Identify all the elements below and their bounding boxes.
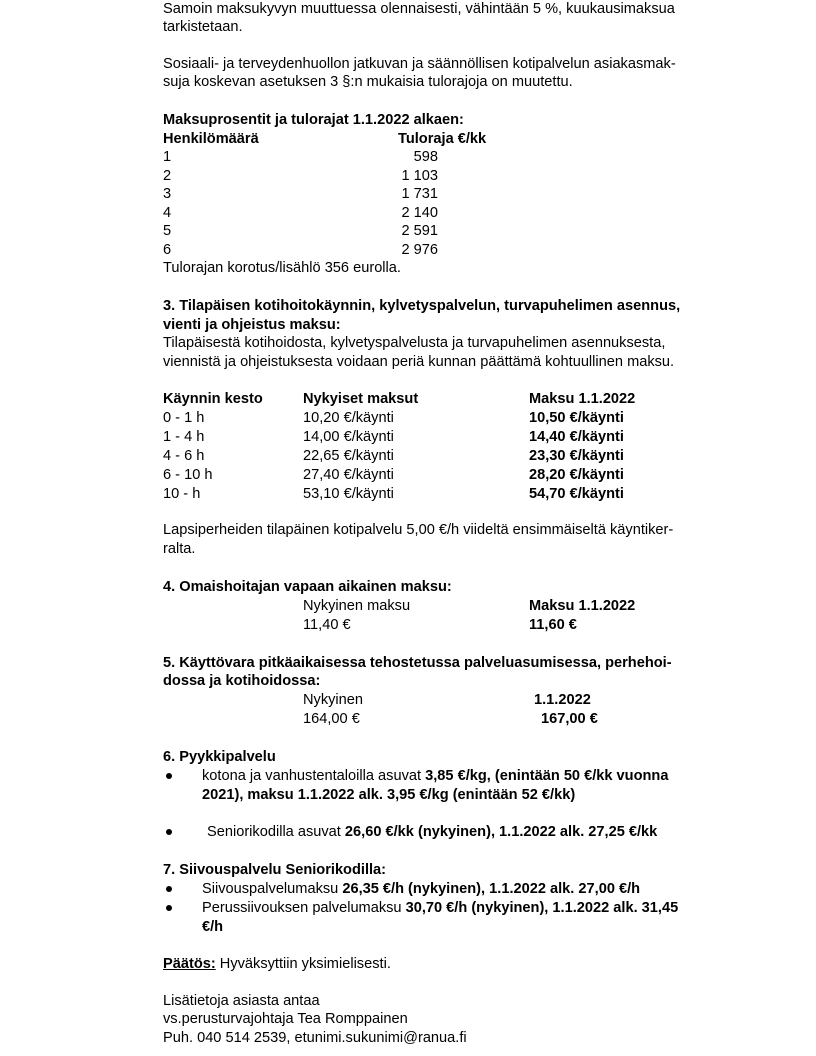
decision-line: [163, 955, 391, 974]
laundry-item-1-label: kotona ja vanhustentaloilla asuvat: [202, 768, 426, 784]
section3-text-line-2: viennistä ja ohjeistuksesta voidaan periä kunnan päättämä kohtuullinen maksu.: [163, 354, 675, 370]
intro-line-2: tarkistetaan.: [163, 19, 243, 35]
cleaning-item-2-line-2: €/h: [202, 919, 224, 935]
cleaning-item-1: [202, 880, 640, 899]
section6-heading: 6. Pyykkipalvelu: [163, 749, 276, 765]
visit-row-current: 14,00 €/käynti: [303, 429, 394, 445]
cleaning-item-2-line-1: [202, 899, 678, 918]
visit-row-new: 10,50 €/käynti: [529, 410, 624, 426]
section5-heading-line-1: 5. Käyttövara pitkäaikaisessa tehostetussa palveluasumisessa, perhehoi-: [163, 655, 672, 671]
contact-line-3: Puh. 040 514 2539, etunimi.sukunimi@ranua.fi: [163, 1030, 467, 1046]
income-row-persons: 5: [163, 223, 172, 239]
income-limits-note: Tulorajan korotus/lisählö 356 eurolla.: [163, 260, 401, 276]
section5-col-current: Nykyinen: [303, 692, 364, 708]
income-row-persons: 2: [163, 168, 172, 184]
section5-new-value: 167,00 €: [541, 711, 598, 727]
cleaning-item-1-price: 26,35 €/h (nykyinen), 1.1.2022 alk. 27,00 €/h: [342, 881, 641, 897]
family-note-line-2: ralta.: [163, 541, 196, 557]
income-row-limit: 2 140: [401, 205, 438, 221]
section5-col-new: 1.1.2022: [534, 692, 591, 708]
visit-row-new: 23,30 €/käynti: [529, 448, 624, 464]
visit-row-duration: 1 - 4 h: [163, 429, 205, 445]
visit-row-duration: 4 - 6 h: [163, 448, 205, 464]
cleaning-item-2-label: Perussiivouksen palvelumaksu: [202, 900, 406, 916]
section4-col-current: Nykyinen maksu: [303, 598, 411, 614]
section5-current-value: 164,00 €: [303, 711, 360, 727]
income-col-limit: Tuloraja €/kk: [398, 131, 487, 147]
income-row-persons: 4: [163, 205, 172, 221]
income-row-limit: 2 591: [401, 223, 438, 239]
visit-row-current: 53,10 €/käynti: [303, 486, 394, 502]
visit-row-new: 54,70 €/käynti: [529, 486, 624, 502]
decision-label: Päätös:: [163, 956, 216, 972]
cleaning-item-1-label: Siivouspalvelumaksu: [202, 881, 343, 897]
laundry-item-1-line-2: 2021), maksu 1.1.2022 alk. 3,95 €/kg (enintään 52 €/kk): [202, 787, 576, 803]
laundry-item-2-price: 26,60 €/kk (nykyinen), 1.1.2022 alk. 27,25 €/kk: [344, 824, 658, 840]
bullet-icon: [166, 829, 172, 835]
visit-row-new: 28,20 €/käynti: [529, 467, 624, 483]
visit-row-duration: 6 - 10 h: [163, 467, 213, 483]
bullet-icon: [166, 905, 172, 911]
laundry-item-1-line-1: [202, 767, 668, 786]
family-note-line-1: Lapsiperheiden tilapäinen kotipalvelu 5,00 €/h viideltä ensimmäiseltä käyntiker-: [163, 522, 674, 538]
visit-row-new: 14,40 €/käynti: [529, 429, 624, 445]
section4-heading: 4. Omaishoitajan vapaan aikainen maksu:: [163, 579, 452, 595]
decision-text: Hyväksyttiin yksimielisesti.: [215, 956, 391, 972]
visit-row-duration: 0 - 1 h: [163, 410, 205, 426]
intro-para2-line-1: Sosiaali- ja terveydenhuollon jatkuvan ja säännöllisen kotipalvelun asiakasmak-: [163, 56, 676, 72]
section3-text-line-1: Tilapäisestä kotihoidosta, kylvetyspalvelusta ja turvapuhelimen asennuksesta,: [163, 335, 666, 351]
contact-line-1: Lisätietoja asiasta antaa: [163, 993, 320, 1009]
section5-heading-line-2: dossa ja kotihoidossa:: [163, 673, 321, 689]
section3-col-duration: Käynnin kesto: [163, 391, 263, 407]
contact-line-2: vs.perusturvajohtaja Tea Romppainen: [163, 1011, 408, 1027]
visit-row-current: 27,40 €/käynti: [303, 467, 394, 483]
income-row-persons: 6: [163, 242, 172, 258]
section7-heading: 7. Siivouspalvelu Seniorikodilla:: [163, 862, 387, 878]
income-row-limit: 1 731: [401, 186, 438, 202]
income-col-persons: Henkilömäärä: [163, 131, 259, 147]
visit-row-current: 22,65 €/käynti: [303, 448, 394, 464]
income-row-persons: 1: [163, 149, 172, 165]
section4-col-new: Maksu 1.1.2022: [529, 598, 636, 614]
intro-para2-line-2: suja koskevan asetuksen 3 §:n mukaisia tulorajoja on muutettu.: [163, 74, 573, 90]
income-limits-heading: Maksuprosentit ja tulorajat 1.1.2022 alkaen:: [163, 112, 464, 128]
income-row-persons: 3: [163, 186, 172, 202]
section3-heading-line-2: vienti ja ohjeistus maksu:: [163, 317, 341, 333]
income-row-limit: 598: [413, 149, 438, 165]
intro-line-1: Samoin maksukyvyn muuttuessa olennaisesti, vähintään 5 %, kuukausimaksua: [163, 1, 675, 17]
laundry-item-1-price: 3,85 €/kg, (enintään 50 €/kk vuonna: [425, 768, 669, 784]
income-row-limit: 2 976: [401, 242, 438, 258]
section3-heading-line-1: 3. Tilapäisen kotihoitokäynnin, kylvetyspalvelun, turvapuhelimen asennus,: [163, 298, 681, 314]
bullet-icon: [166, 773, 172, 779]
section4-current-value: 11,40 €: [303, 617, 351, 633]
laundry-item-2: [207, 823, 657, 842]
laundry-item-2-label: Seniorikodilla asuvat: [207, 824, 345, 840]
section3-col-new: Maksu 1.1.2022: [529, 391, 636, 407]
cleaning-item-2-price: 30,70 €/h (nykyinen), 1.1.2022 alk. 31,45: [405, 900, 679, 916]
bullet-icon: [166, 886, 172, 892]
visit-row-duration: 10 - h: [163, 486, 201, 502]
visit-row-current: 10,20 €/käynti: [303, 410, 394, 426]
income-row-limit: 1 103: [401, 168, 438, 184]
section4-new-value: 11,60 €: [529, 617, 577, 633]
section3-col-current: Nykyiset maksut: [303, 391, 419, 407]
